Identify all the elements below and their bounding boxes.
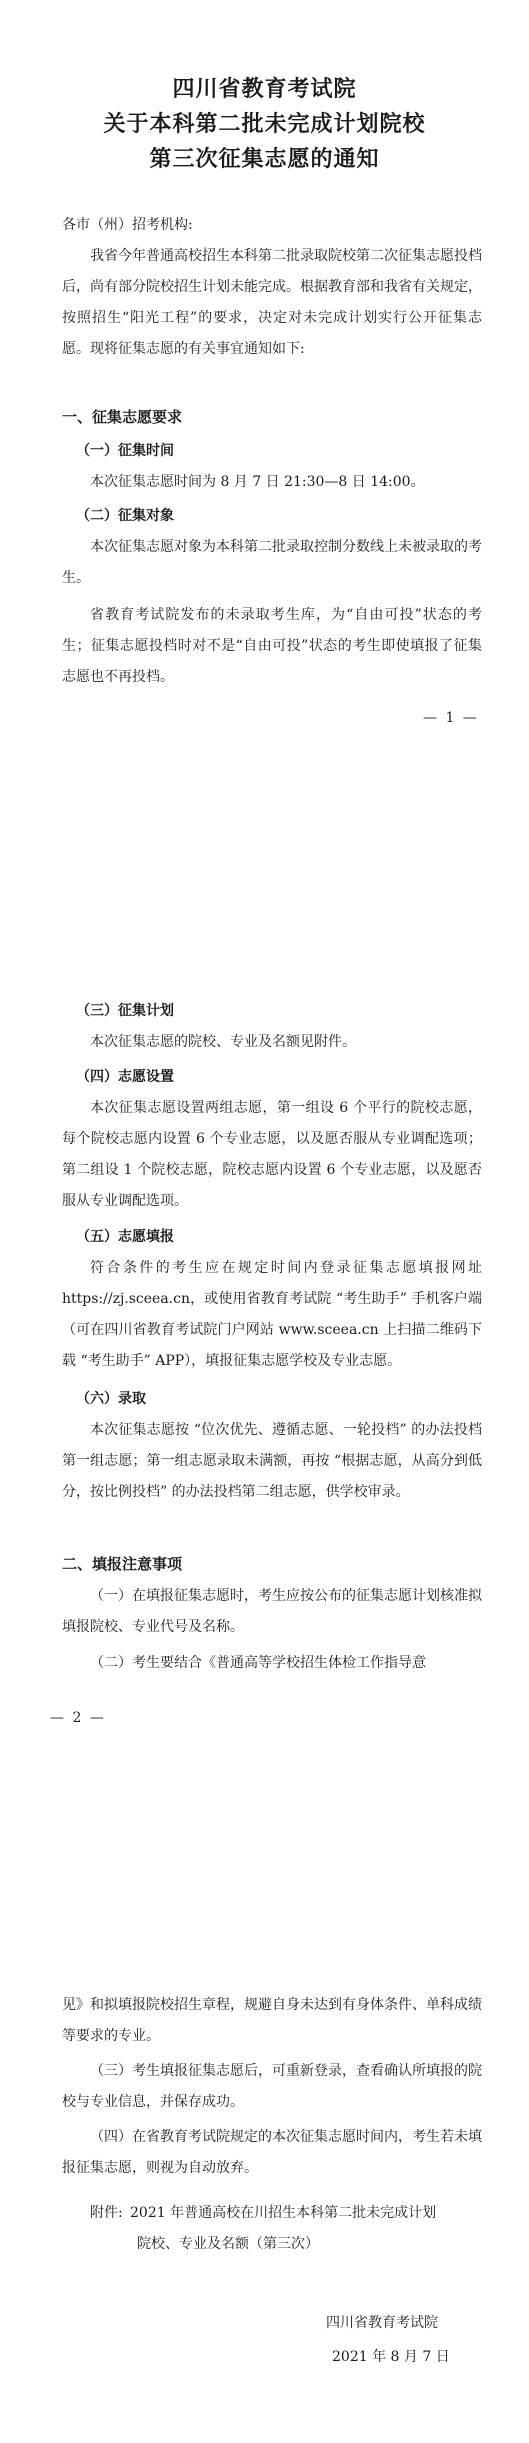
attachment-title-line-2: 院校、专业及名额（第三次） bbox=[137, 2236, 319, 2252]
section-1-1-text: 本次征集志愿时间为 8 月 7 日 21:30—8 日 14:00。 bbox=[90, 474, 425, 490]
section-2-item-1: （一）在填报征集志愿时，考生应按公布的征集志愿计划核准拟填报院校、专业代号及名称。 bbox=[62, 1588, 482, 1635]
section-1-4-heading: （四）志愿设置 bbox=[76, 1069, 174, 1085]
intro-paragraph: 我省今年普通高校招生本科第二批录取院校第二次征集志愿投档后，尚有部分院校招生计划未能完成。根据教育部和我省有关规定，按照招生“阳光工程”的要求，决定对未完成计划实行公开征集志愿。现将征集志愿的有关事宜通知如下: bbox=[62, 248, 482, 357]
section-2-item-3: （三）考生填报征集志愿后，可重新登录，查看确认所填报的院校与专业信息，并保存成功。 bbox=[62, 2063, 482, 2110]
section-1-2-text-1: 本次征集志愿对象为本科第二批录取控制分数线上未被录取的考生。 bbox=[62, 539, 482, 586]
section-1-6-heading: （六）录取 bbox=[76, 1391, 146, 1407]
document-title-line-2: 关于本科第二批未完成计划院校 bbox=[103, 111, 426, 137]
section-1-2-heading: （二）征集对象 bbox=[76, 508, 174, 524]
section-2-item-2-start: （二）考生要结合《普通高等学校招生体检工作指导意 bbox=[90, 1655, 426, 1671]
signature-organization: 四川省教育考试院 bbox=[326, 2315, 438, 2331]
section-2-item-2-end: 见》和拟填报院校招生章程，规避自身未达到有身体条件、单科成绩等要求的专业。 bbox=[62, 1997, 482, 2044]
document-title-line-3: 第三次征集志愿的通知 bbox=[149, 146, 380, 172]
attachment-title-line-1: 2021 年普通高校在川招生本科第二批未完成计划 bbox=[130, 2205, 437, 2221]
section-1-3-text: 本次征集志愿的院校、专业及名额见附件。 bbox=[90, 1034, 356, 1050]
section-1-heading: 一、征集志愿要求 bbox=[62, 408, 183, 426]
section-1-4-text: 本次征集志愿设置两组志愿，第一组设 6 个平行的院校志愿，每个院校志愿内设置 6 个专业志愿，以及愿否服从专业调配选项；第二组设 1 个院校志愿，院校志愿内设置 6 个专业志愿，以及愿否服从专业调配选项。 bbox=[62, 1100, 482, 1209]
page-number-1: — 1 — bbox=[423, 710, 479, 726]
section-1-3-heading: （三）征集计划 bbox=[76, 1003, 174, 1019]
section-1-5-heading: （五）志愿填报 bbox=[76, 1229, 174, 1245]
section-1-2-text-2: 省教育考试院发布的未录取考生库，为“自由可投”状态的考生；征集志愿投档时对不是“自由可投”状态的考生即使填报了征集志愿也不再投档。 bbox=[62, 607, 482, 685]
signature-date: 2021 年 8 月 7 日 bbox=[332, 2349, 450, 2365]
section-1-1-heading: （一）征集时间 bbox=[76, 443, 174, 459]
section-2-item-4: （四）在省教育考试院规定的本次征集志愿时间内，考生若未填报征集志愿，则视为自动放弃。 bbox=[62, 2129, 482, 2176]
salutation: 各市（州）招考机构: bbox=[62, 217, 193, 233]
section-1-5-text: 符合条件的考生应在规定时间内登录征集志愿填报网址 https://zj.sceea.cn，或使用省教育考试院 “考生助手” 手机客户端（可在四川省教育考试院门户网站 www.sceea.cn 上扫描二维码下载 “考生助手” APP），填报征集志愿学校及专业志愿。 bbox=[62, 1260, 482, 1369]
page-number-2: — 2 — bbox=[50, 1710, 106, 1726]
attachment-label: 附件: bbox=[90, 2205, 123, 2221]
document-title-line-1: 四川省教育考试院 bbox=[172, 76, 357, 102]
section-2-heading: 二、填报注意事项 bbox=[62, 1555, 183, 1573]
section-1-6-text: 本次征集志愿按 “位次优先、遵循志愿、一轮投档” 的办法投档第一组志愿；第一组志愿录取未满额，再按 “根据志愿，从高分到低分，按比例投档” 的办法投档第二组志愿，供学校审录。 bbox=[62, 1422, 482, 1500]
